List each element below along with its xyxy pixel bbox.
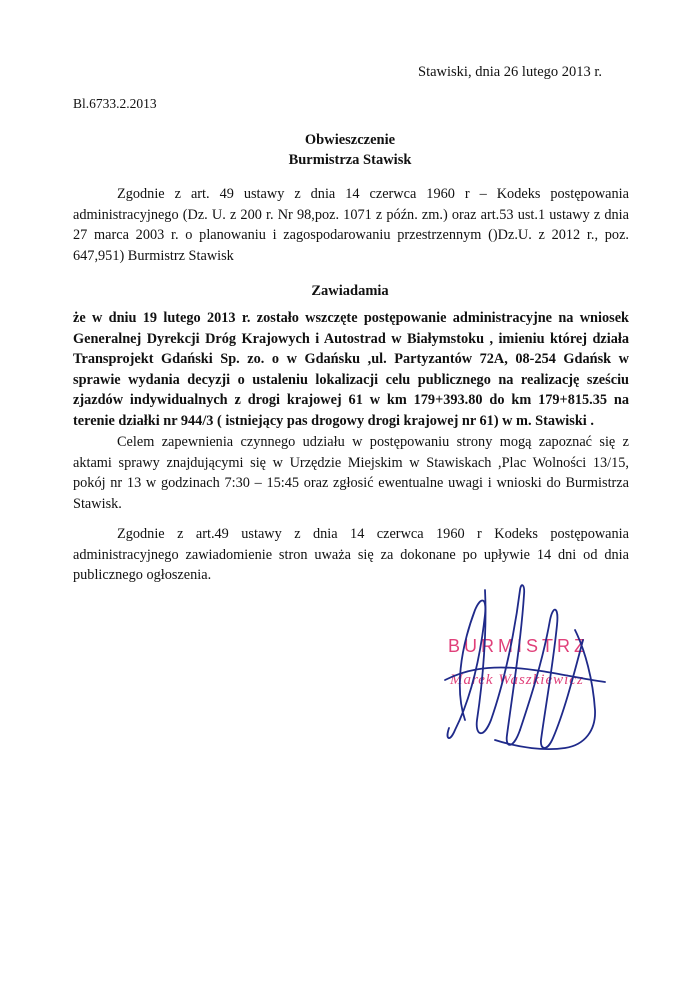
title-line-1: Obwieszczenie [304, 132, 396, 148]
participation-paragraph: Celem zapewnienia czynnego udziału w postępowaniu strony mogą zapoznać się z aktami sprawy znajdującymi się w Urzędzie Miejskim w Stawiskach ,Plac Wolności 13/15, pokój nr 13 w godzinach 7:30 – 15:45 oraz zgłosić ewentualne uwagi i wnioski do Burmistrza Stawisk. [73, 434, 629, 512]
closing-paragraph: Zgodnie z art.49 ustawy z dnia 14 czerwca 1960 r Kodeks postępowania administracyjnego zawiadomienie stron uważa się za dokonane po upływie 14 dni od dnia publicznego ogłoszenia. [73, 526, 629, 583]
stamp-title: BURMISTRZ [448, 636, 589, 656]
signature-stroke-5 [445, 668, 605, 683]
stamp-name: Marek Waszkiewicz [450, 672, 584, 688]
document-title [0, 130, 700, 170]
handwritten-signature [425, 570, 625, 760]
reference-number: Bl.6733.2.2013 [73, 96, 157, 111]
title-line-2: Burmistrza Stawisk [288, 152, 412, 168]
intro-paragraph: Zgodnie z art. 49 ustawy z dnia 14 czerwca 1960 r – Kodeks postępowania administracyjnego (Dz. U. z 200 r. Nr 98,poz. 1071 z późn. zm.) oraz art.53 ust.1 ustawy z dnia 27 marca 2003 r. o planowaniu i zagospodarowaniu przestrzennym ()Dz.U. z 2012 r., poz. 647,951) Burmistrz Stawisk [73, 186, 629, 264]
signature-stroke-2 [477, 585, 524, 745]
signature-stroke-3 [520, 610, 583, 748]
announce-heading: Zawiadamia [311, 283, 389, 299]
signature-strokes [445, 585, 605, 749]
place-date: Stawiski, dnia 26 lutego 2013 r. [418, 64, 603, 80]
notice-paragraph: że w dniu 19 lutego 2013 r. zostało wszczęte postępowanie administracyjne na wniosek Generalnej Dyrekcji Dróg Krajowych i Autostrad w Białymstoku , imieniu której działa Transprojekt Gdański Sp. zo. o w Gdańsku ,ul. Partyzantów 72A, 08-254 Gdańsk w sprawie wydania decyzji o ustaleniu lokalizacji celu publicznego na realizację sześciu zjazdów indywidualnych z drogi krajowej 61 w km 179+393.80 do km 179+815.35 na terenie działki nr 944/3 ( istniejący pas drogowy drogi krajowej nr 61) w m. Stawiski . [73, 310, 629, 429]
